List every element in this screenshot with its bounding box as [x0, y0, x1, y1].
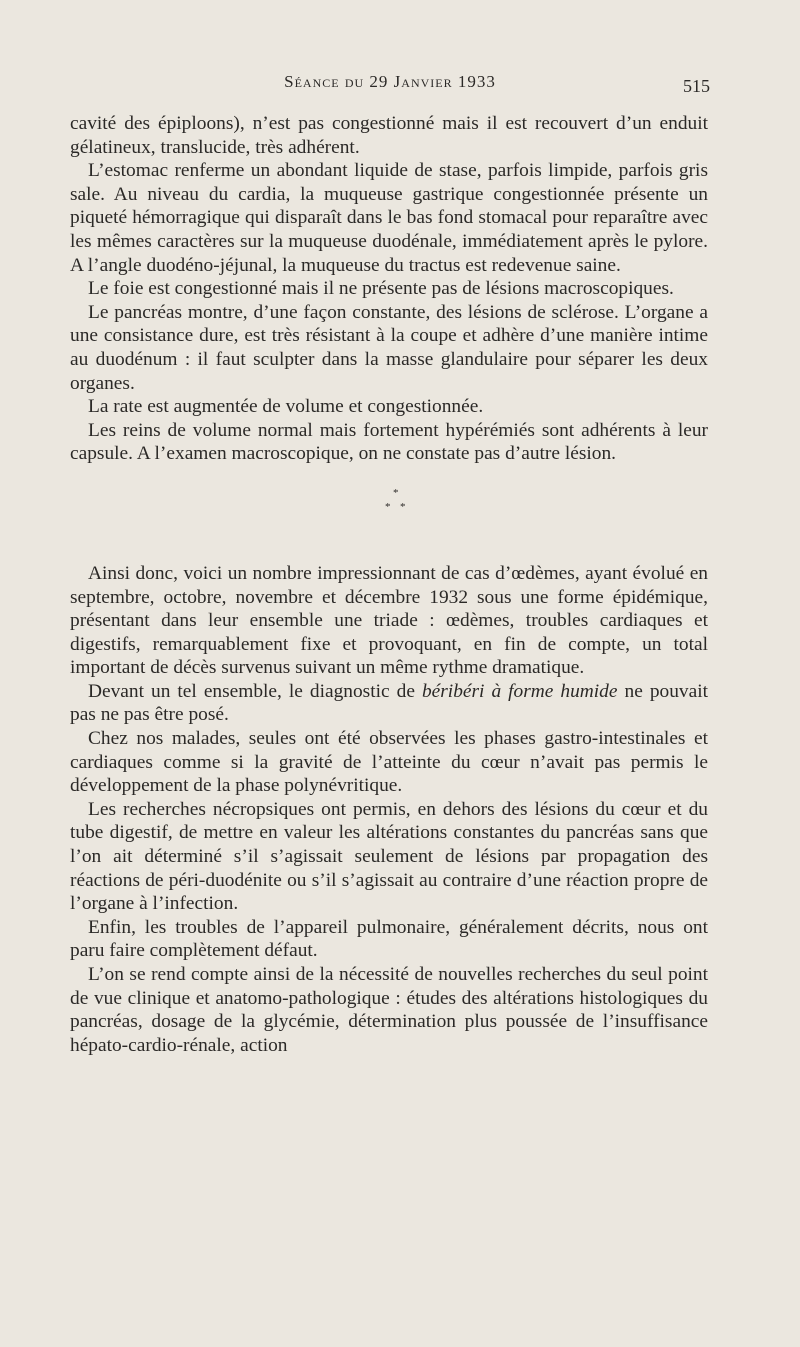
- paragraph-ainsi-donc: Ainsi donc, voici un nombre impressionnant de cas d’œdèmes, ayant évolué en septembre, octobre, novembre et décembre 1932 sous une forme épidémique, présentant dans leur ensemble une triade : œdèmes, troubles cardiaques et digestifs, remarquablement fixe et provoquant, en fin de compte, un total important de décès survenus suivant un même rythme dramatique.: [70, 562, 708, 679]
- paragraph-rate: La rate est augmentée de volume et congestionnée.: [88, 396, 484, 418]
- section-autopsy-findings: [70, 112, 708, 466]
- paragraph-diagnostic: [70, 680, 708, 727]
- asterisk: *: [385, 500, 391, 513]
- paragraph-nouvelles-recherches: L’on se rend compte ainsi de la nécessité de nouvelles recherches du seul point de vue clinique et anatomo-pathologique : études des altérations histologiques du pancréas, dosage de la glycémie, détermination plus poussée de l’insuffisance hépato-cardio-rénale, action: [70, 964, 708, 1056]
- body-text: [70, 112, 708, 1057]
- paragraph-recherches-necropsiques: Les recherches nécropsiques ont permis, en dehors des lésions du cœur et du tube digestif, de mettre en valeur les altérations constantes du pancréas sans que l’on ait déterminé s’il s’agissait seulement de lésions par propagation des réactions de péri-duodénite ou s’il s’agissait au contraire d’une réaction propre de l’organe à l’infection.: [70, 798, 708, 915]
- diagnostic-term: béribéri à forme humide: [421, 680, 618, 702]
- section-conclusions: [70, 562, 708, 1057]
- asterisk: *: [400, 500, 406, 513]
- paragraph-pancreas: Le pancréas montre, d’une façon constante, des lésions de sclérose. L’organe a une consistance dure, est très résistant à la coupe et adhère d’une manière intime au duodénum : il faut sculpter dans la masse glandulaire pour séparer les deux organes.: [70, 301, 708, 394]
- diagnostic-text-after: ne pouvait pas ne pas être posé.: [70, 680, 708, 726]
- section-separator-asterism: [70, 488, 708, 524]
- paragraph-appareil-pulmonaire: Enfin, les troubles de l’appareil pulmonaire, généralement décrits, nous ont paru faire complètement défaut.: [70, 916, 708, 962]
- paragraph-foie: Le foie est congestionné mais il ne présente pas de lésions macroscopiques.: [88, 278, 674, 300]
- paragraph-malades: Chez nos malades, seules ont été observées les phases gastro-intestinales et cardiaques comme si la gravité de l’atteinte du cœur n’avait pas permis le développement de la phase polynévritique.: [70, 728, 708, 797]
- running-head: Séance du 29 Janvier 1933: [284, 72, 496, 91]
- diagnostic-text-before: Devant un tel ensemble, le diagnostic de: [88, 680, 422, 702]
- paragraph-epiploons: cavité des épiploons), n’est pas congestionné mais il est recouvert d’un enduit gélatineux, translucide, très adhérent.: [70, 113, 708, 158]
- paragraph-reins: Les reins de volume normal mais fortement hypérémiés sont adhérents à leur capsule. A l’examen macroscopique, on ne constate pas d’autre lésion.: [70, 419, 708, 465]
- paragraph-estomac: L’estomac renferme un abondant liquide de stase, parfois limpide, parfois gris sale. Au niveau du cardia, la muqueuse gastrique congestionnée présente un piqueté hémorragique qui disparaît dans le bas fond stomacal pour reparaître avec les mêmes caractères sur la muqueuse duodénale, immédiatement après le pylore. A l’angle duodéno-jéjunal, la muqueuse du tractus est redevenue saine.: [70, 160, 708, 276]
- asterisk: *: [393, 486, 399, 499]
- page-number: 515: [683, 76, 710, 96]
- page-header: [70, 72, 710, 98]
